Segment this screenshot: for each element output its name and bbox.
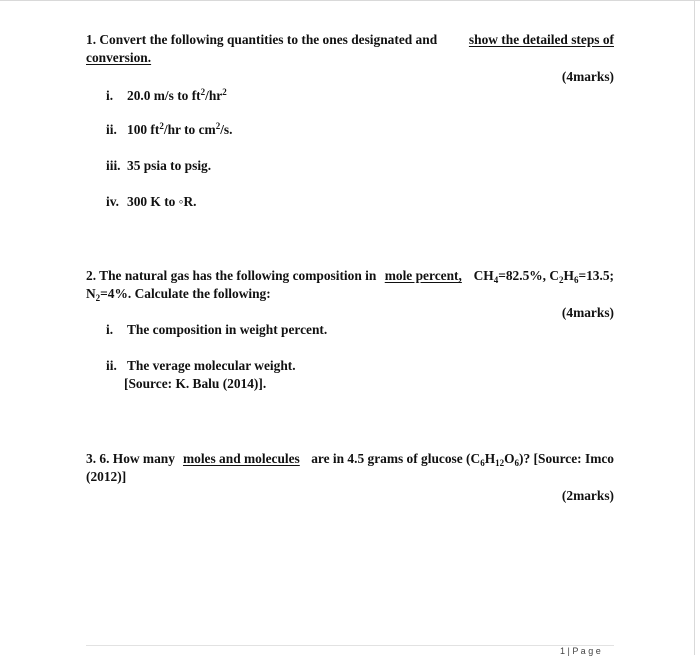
page-edge-right xyxy=(694,0,695,655)
page-footer: 1 | P a g e xyxy=(560,646,601,656)
q3-heading-formula: are in 4.5 grams of glucose $(C_6H_{12}O_6)$? [Source: Imco xyxy=(307,451,614,468)
q1-heading-underlined: show the detailed steps of xyxy=(468,32,614,47)
q2-item-ii-num: ii. xyxy=(106,358,117,373)
q1-item-iv-num: iv. xyxy=(106,194,120,209)
q1-item-iv-text: 300 K to ◦R. xyxy=(127,194,197,209)
q3-heading-line2: (2012)] xyxy=(86,469,127,484)
q2-source: [Source: K. Balu (2014)]. xyxy=(124,376,267,391)
q3-heading-underlined: moles and molecules xyxy=(182,451,300,466)
q3-heading-line1 xyxy=(86,450,614,467)
q1-item-i-text: 20.0 m/s to $ft^2/hr^2$ xyxy=(127,87,227,103)
q2-item-ii-text: The verage molecular weight. xyxy=(127,358,296,373)
q1-marks: (4marks) xyxy=(561,69,614,84)
q2-heading-line1 xyxy=(86,267,614,284)
q2-item-i-text: The composition in weight percent. xyxy=(127,322,328,337)
q3-marks: (2marks) xyxy=(561,488,614,503)
q1-heading-text: 1. Convert the following quantities to the ones designated and xyxy=(86,32,438,47)
q2-heading-lead: 2. The natural gas has the following composition in xyxy=(86,268,377,283)
footer-rule xyxy=(86,645,614,646)
q2-item-i-num: i. xyxy=(106,322,114,337)
q2-heading-formula: $CH_4=82.5\%$, $C_2H_6=13.5$; xyxy=(470,268,614,285)
q1-item-ii-text: 100 $ft^2/hr$ to $cm^2/s$. xyxy=(127,121,233,137)
q1-heading-line1 xyxy=(86,31,614,48)
q1-item-i-num: i. xyxy=(106,88,114,103)
q1-item-ii-num: ii. xyxy=(106,122,117,137)
q2-heading-line2: $N_2=4\%$. Calculate the following: xyxy=(86,286,271,303)
q1-item-iii-text: 35 psia to psig. xyxy=(127,158,212,173)
q3-heading-lead: 3. 6. How many xyxy=(86,451,175,466)
q2-heading-underlined: mole percent, xyxy=(384,268,462,283)
page-edge-top xyxy=(0,0,700,1)
q1-item-iii-num: iii. xyxy=(106,158,121,173)
q1-heading-line2: conversion. xyxy=(86,50,152,65)
q2-marks: (4marks) xyxy=(561,305,614,320)
